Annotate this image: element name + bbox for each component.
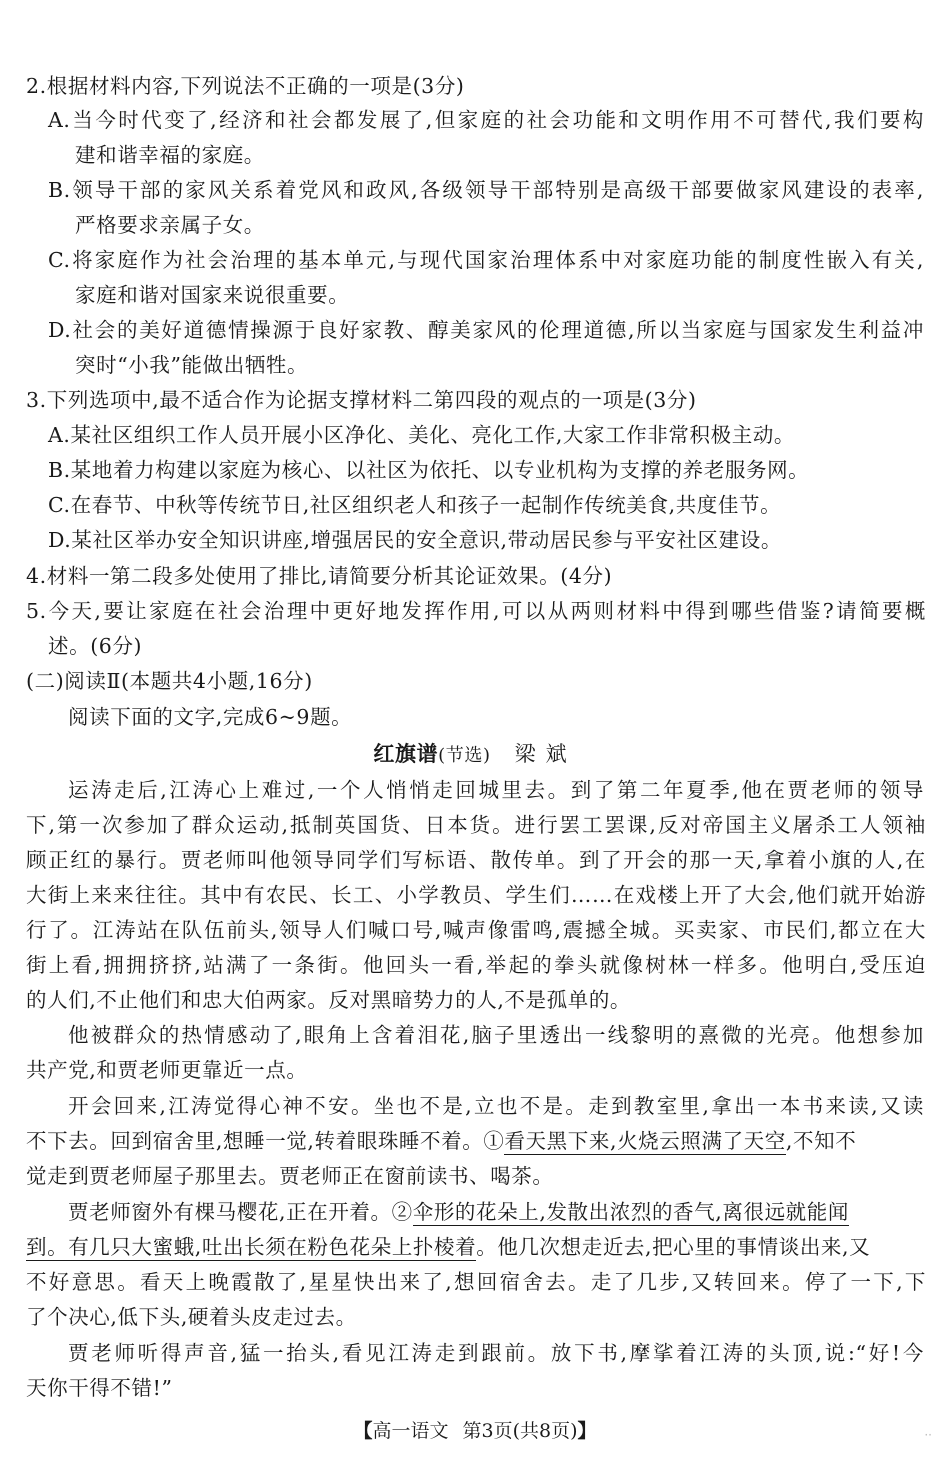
p4-text-before: 贾老师窗外有棵马樱花,正在开着。 xyxy=(68,1200,392,1224)
footer-subject: 高一语文 xyxy=(372,1420,449,1442)
page-footer xyxy=(0,1418,950,1444)
q5-stem: 5.今天,要让家庭在社会治理中更好地发挥作用,可以从两则材料中得到哪些借鉴?请简要概 xyxy=(26,599,926,623)
q5-stem-cont: 述。(6分) xyxy=(48,634,143,658)
q2-stem: 2.根据材料内容,下列说法不正确的一项是(3分) xyxy=(26,74,465,98)
article-p2-line: 共产党,和贾老师更靠近一点。 xyxy=(26,1058,308,1082)
article-title-line xyxy=(0,740,950,770)
q2-option-c-cont: 家庭和谐对国家来说很重要。 xyxy=(75,283,350,307)
p4-text-after: 。他几次想走近去,把心里的事情谈出来,又 xyxy=(476,1235,871,1259)
article-p3-line: 开会回来,江涛觉得心神不安。坐也不是,立也不是。走到教室里,拿出一本书来读,又读 xyxy=(68,1094,924,1118)
article-p5-line: 贾老师听得声音,猛一抬头,看见江涛走到跟前。放下书,摩挲着江涛的头顶,说:“好!今 xyxy=(68,1341,924,1365)
article-p1-line: 顾正红的暴行。贾老师叫他领导同学们写标语、散传单。到了开会的那一天,拿着小旗的人,在 xyxy=(26,848,926,872)
article-p1-line: 大街上来来往往。其中有农民、长工、小学教员、学生们……在戏楼上开了大会,他们就开始游 xyxy=(26,883,926,907)
article-p1-line: 的人们,不止他们和忠大伯两家。反对黑暗势力的人,不是孤单的。 xyxy=(26,988,632,1012)
q4-stem: 4.材料一第二段多处使用了排比,请简要分析其论证效果。(4分) xyxy=(26,564,613,588)
section-instruction: 阅读下面的文字,完成6~9题。 xyxy=(68,705,353,729)
article-p1-line: 行了。江涛站在队伍前头,领导人们喊口号,喊声像雷鸣,震撼全城。买卖家、市民们,都立在大 xyxy=(26,918,926,942)
article-author: 梁斌 xyxy=(514,742,577,766)
corner-dots: ·· xyxy=(924,1428,932,1442)
p3-text-before: 不下去。回到宿舍里,想睡一觉,转着眼珠睡不着。 xyxy=(26,1129,484,1153)
article-title-note: (节选) xyxy=(438,745,491,766)
article-p5-line: 天你干得不错!” xyxy=(26,1376,173,1400)
article-p3-line: 觉走到贾老师屋子那里去。贾老师正在窗前读书、喝茶。 xyxy=(26,1164,554,1188)
article-p2-line: 他被群众的热情感动了,眼角上含着泪花,脑子里透出一线黎明的熹微的光亮。他想参加 xyxy=(68,1023,924,1047)
q3-option-b: B.某地着力构建以家庭为核心、以社区为依托、以专业机构为支撑的养老服务网。 xyxy=(48,458,810,482)
underlined-sentence-2-cont: 到。有几只大蜜蛾,吐出长须在粉色花朵上扑棱着 xyxy=(26,1235,477,1259)
underlined-sentence-2: 伞形的花朵上,发散出浓烈的香气,离很远就能闻 xyxy=(412,1200,849,1224)
article-title: 红旗谱 xyxy=(373,742,439,766)
q2-option-c: C.将家庭作为社会治理的基本单元,与现代国家治理体系中对家庭功能的制度性嵌入有关, xyxy=(48,248,924,272)
footer-right-bracket: 】 xyxy=(577,1420,597,1442)
marker-1: ① xyxy=(483,1129,505,1153)
q3-stem: 3.下列选项中,最不适合作为论据支撑材料二第四段的观点的一项是(3分) xyxy=(26,388,697,412)
q2-option-d: D.社会的美好道德情操源于良好家教、醇美家风的伦理道德,所以当家庭与国家发生利益冲 xyxy=(48,318,924,342)
footer-page-info: 第3页(共8页) xyxy=(462,1420,578,1442)
article-p1-line: 街上看,拥拥挤挤,站满了一条街。他回头一看,举起的拳头就像树林一样多。他明白,受压迫 xyxy=(26,953,926,977)
q2-option-a: A.当今时代变了,经济和社会都发展了,但家庭的社会功能和文明作用不可替代,我们要构 xyxy=(48,108,924,132)
q3-option-d: D.某社区举办安全知识讲座,增强居民的安全意识,带动居民参与平安社区建设。 xyxy=(48,528,782,552)
q2-option-b: B.领导干部的家风关系着党风和政风,各级领导干部特别是高级干部要做家风建设的表率, xyxy=(48,178,924,202)
article-p4-line-marked xyxy=(26,1233,926,1261)
article-p4-line: 不好意思。看天上晚霞散了,星星快出来了,想回宿舍去。走了几步,又转回来。停了一下,下 xyxy=(26,1270,926,1294)
article-p4-line: 了个决心,低下头,硬着头皮走过去。 xyxy=(26,1305,357,1329)
q2-option-b-cont: 严格要求亲属子女。 xyxy=(75,213,265,237)
article-p3-line-marked xyxy=(26,1127,926,1155)
article-p1-line: 下,第一次参加了群众运动,抵制英国货、日本货。进行罢工罢课,反对帝国主义屠杀工人领袖 xyxy=(26,813,926,837)
underlined-sentence-1: 看天黑下来,火烧云照满了天空 xyxy=(504,1129,786,1153)
marker-2: ② xyxy=(391,1200,413,1224)
q3-option-a: A.某社区组织工作人员开展小区净化、美化、亮化工作,大家工作非常积极主动。 xyxy=(48,423,796,447)
q2-option-d-cont: 突时“小我”能做出牺牲。 xyxy=(75,353,309,377)
p3-text-after: ,不知不 xyxy=(785,1129,857,1153)
article-p1-line: 运涛走后,江涛心上难过,一个人悄悄走回城里去。到了第二年夏季,他在贾老师的领导 xyxy=(68,778,924,802)
article-p4-line-marked xyxy=(68,1198,924,1226)
q3-option-c: C.在春节、中秋等传统节日,社区组织老人和孩子一起制作传统美食,共度佳节。 xyxy=(48,493,782,517)
section-heading: (二)阅读Ⅱ(本题共4小题,16分) xyxy=(26,669,313,693)
q2-option-a-cont: 建和谐幸福的家庭。 xyxy=(75,143,265,167)
footer-left-bracket: 【 xyxy=(353,1420,373,1442)
